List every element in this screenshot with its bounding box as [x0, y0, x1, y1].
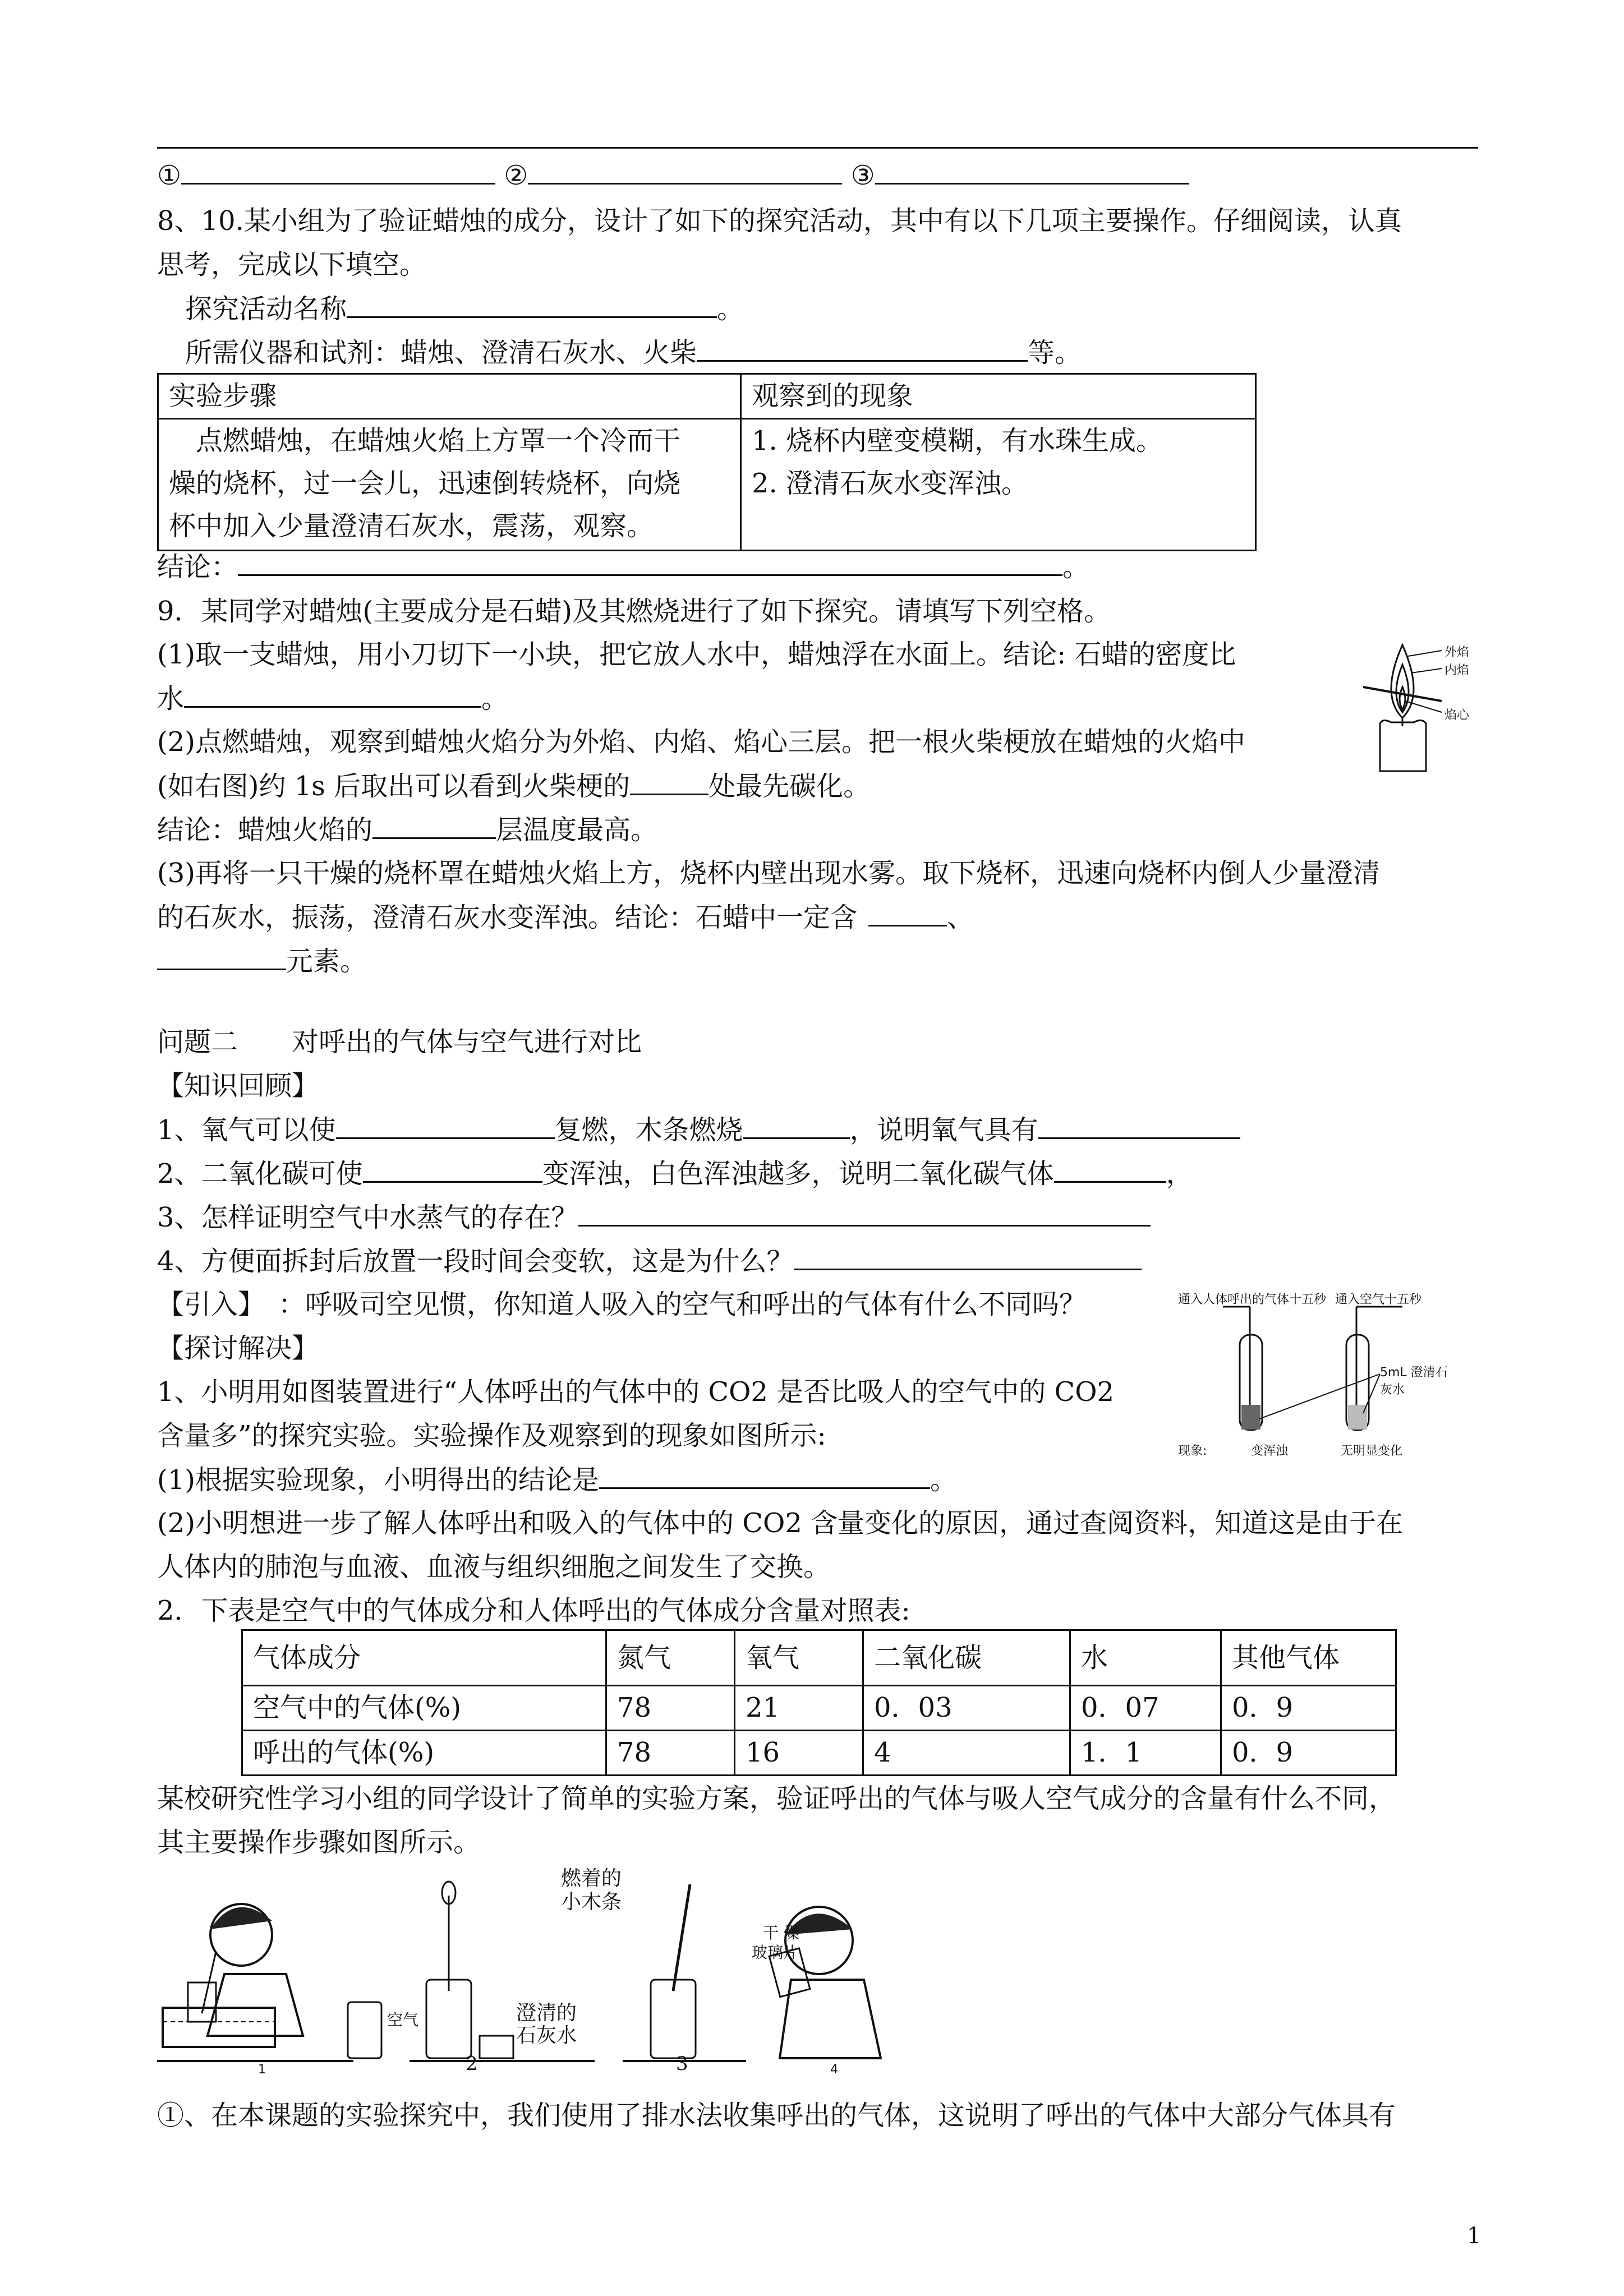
d1c-blank[interactable]	[599, 1461, 930, 1489]
p3c-post: 元素。	[286, 946, 367, 977]
conclusion-label: 结论：	[157, 551, 238, 583]
r3-blank[interactable]	[578, 1199, 1151, 1227]
q9-p2a: (2)点燃蜡烛，观察到蜡烛火焰分为外焰、内焰、焰心三层。把一根火柴梗放在蜡烛的火焰中	[157, 726, 1245, 758]
p2b-pre: (如右图)约 1s 后取出可以看到火柴梗的	[157, 771, 631, 802]
activity-blank[interactable]	[347, 291, 717, 318]
p2c-pre: 结论：蜡烛火焰的	[157, 814, 373, 846]
r2c: ，	[1166, 1158, 1193, 1190]
gas-col-header-3: 二氧化碳	[863, 1630, 1070, 1686]
p1b-text: 水	[157, 683, 185, 714]
r2b: 变浑浊，白色浑浊越多，说明二氧化碳气体	[542, 1158, 1054, 1190]
gas-col-header-2: 氧气	[735, 1630, 863, 1686]
fig2-lime-label-2: 石灰水	[516, 2024, 577, 2047]
instruments-blank[interactable]	[697, 334, 1028, 362]
r1a: 1、氧气可以使	[157, 1114, 336, 1146]
step-line-1: 点燃蜡烛，在蜡烛火焰上方罩一个冷而干	[196, 425, 681, 457]
r1-blank-2[interactable]	[743, 1112, 850, 1139]
intro-line: 【引入】 ：呼吸司空见惯，你知道人吸入的空气和呼出的气体有什么不同吗？	[157, 1289, 1087, 1320]
page-number: 1	[1467, 2223, 1482, 2249]
fig2-step-4: 4	[830, 2063, 838, 2077]
activity-end: 。	[717, 293, 744, 325]
instruments-label: 所需仪器和试剂：蜡烛、澄清石灰水、火柴	[185, 337, 697, 368]
answer-blank-2[interactable]	[528, 157, 842, 185]
d1c-end: 。	[930, 1464, 958, 1496]
experiment-steps-figure	[157, 1868, 920, 2075]
q9-p3b	[157, 899, 974, 935]
q9-p3a: (3)再将一只干燥的烧杯罩在蜡烛火焰上方，烧杯内壁出现水雾。取下烧杯，迅速向烧杯内倒人少量澄清	[157, 857, 1380, 889]
gas-composition-table	[241, 1629, 1397, 1776]
hottest-layer-blank[interactable]	[372, 812, 496, 839]
table-header-observations: 观察到的现象	[741, 374, 1256, 419]
conclusion-end: 。	[1062, 551, 1090, 583]
table-intro: 2．下表是空气中的气体成分和人体呼出的气体成分含量对照表:	[157, 1595, 910, 1626]
q9-p1a: (1)取一支蜡烛，用小刀切下一小块，把它放人水中，蜡烛浮在水面上。结论: 石蜡的密度比	[157, 639, 1236, 670]
p3b-pre: 的石灰水，振荡，澄清石灰水变浑浊。结论：石蜡中一定含	[157, 902, 858, 933]
density-blank[interactable]	[184, 680, 481, 708]
element-blank-2[interactable]	[157, 943, 286, 970]
problem2-title: 问题二 对呼出的气体与空气进行对比	[157, 1026, 642, 1058]
r2-blank-1[interactable]	[363, 1155, 542, 1183]
scheme-line-2: 其主要操作步骤如图所示。	[157, 1827, 481, 1858]
r4-blank[interactable]	[794, 1243, 1142, 1270]
fig-label-turbid: 变浑浊	[1251, 1444, 1289, 1458]
review-4	[157, 1243, 1142, 1279]
gas-cell: 4	[863, 1731, 1070, 1776]
discuss-heading: 【探讨解决】	[157, 1333, 319, 1364]
table-row	[242, 1731, 1396, 1776]
fig2-air-label: 空气	[387, 2011, 419, 2029]
q9-p2b	[157, 768, 870, 804]
table-cell-steps	[158, 419, 741, 551]
q9-p2c	[157, 812, 657, 848]
gas-col-header-0: 气体成分	[242, 1630, 606, 1686]
gas-cell: 78	[606, 1731, 735, 1776]
table-cell-observations	[741, 419, 1256, 551]
p2b-post: 处最先碳化。	[709, 771, 871, 802]
r3: 3、怎样证明空气中水蒸气的存在？	[157, 1202, 578, 1233]
blank-label-1: ①	[157, 160, 182, 191]
answer-blank-1[interactable]	[181, 157, 495, 185]
gas-cell: 21	[735, 1686, 863, 1731]
q8-line-2: 思考，完成以下填空。	[157, 249, 427, 280]
fig-label-nochange: 无明显变化	[1341, 1444, 1403, 1458]
q8-instruments-line	[185, 334, 1082, 371]
d1-line-a: 1、小明用如图装置进行“人体呼出的气体中的 CO2 是否比吸人的空气中的 CO2	[157, 1376, 1115, 1408]
gas-cell: 0．07	[1070, 1686, 1221, 1731]
q8-conclusion-line	[157, 548, 1089, 585]
fig2-step-3: 3	[676, 2053, 688, 2075]
fig2-glass-label-1: 干 燥	[763, 1924, 799, 1942]
p2c-post: 层温度最高。	[496, 814, 658, 846]
gas-cell: 78	[606, 1686, 735, 1731]
scheme-line-1: 某校研究性学习小组的同学设计了简单的实验方案，验证呼出的气体与吸人空气成分的含量有什么不同，	[157, 1783, 1396, 1814]
fig-label-exhaled: 通入人体呼出的气体十五秒	[1178, 1293, 1327, 1307]
fig-label-core: 焰心	[1444, 708, 1470, 722]
obs-line-1: 1. 烧杯内壁变模糊，有水珠生成。	[752, 425, 1163, 457]
q8-table	[157, 373, 1257, 551]
top-blanks-line	[157, 157, 1189, 193]
d1-line-b: 含量多”的探究实验。实验操作及观察到的现象如图所示:	[157, 1420, 826, 1451]
fig2-stick-label-1: 燃着的	[561, 1867, 622, 1890]
table-header-steps: 实验步骤	[158, 374, 741, 419]
d1-line-c	[157, 1461, 957, 1498]
step-line-3: 杯中加入少量澄清石灰水，震荡，观察。	[169, 510, 654, 542]
last-line: ①、在本课题的实验探究中，我们使用了排水法收集呼出的气体，这说明了呼出的气体中大部分气体具有	[157, 2100, 1396, 2131]
step-line-2: 燥的烧杯，过一会儿，迅速倒转烧杯，向烧	[169, 468, 681, 499]
fig2-step-1: 1	[258, 2063, 266, 2077]
fig-label-phenomenon: 现象:	[1178, 1444, 1207, 1458]
fig-label-lime: 5mL 澄清石灰水	[1380, 1366, 1448, 1397]
fig2-step-2: 2	[466, 2053, 478, 2075]
d1c-pre: (1)根据实验现象，小明得出的结论是	[157, 1464, 599, 1496]
fig2-stick-label-2: 小木条	[561, 1891, 622, 1914]
gas-cell: 0．9	[1221, 1731, 1396, 1776]
candle-flame-figure	[1358, 634, 1481, 774]
element-blank-1[interactable]	[868, 899, 947, 926]
review-1	[157, 1112, 1240, 1148]
char-position-blank[interactable]	[630, 768, 709, 795]
gas-cell: 呼出的气体(%)	[242, 1731, 606, 1776]
activity-label: 探究活动名称	[185, 293, 347, 325]
conclusion-blank[interactable]	[238, 548, 1062, 576]
gas-col-header-5: 其他气体	[1221, 1630, 1396, 1686]
obs-line-2: 2. 澄清石灰水变浑浊。	[752, 468, 1029, 499]
gas-cell: 1．1	[1070, 1731, 1221, 1776]
q9-title: 9．某同学对蜡烛(主要成分是石蜡)及其燃烧进行了如下探究。请填写下列空格。	[157, 596, 1111, 627]
review-2	[157, 1155, 1193, 1192]
r1-blank-1[interactable]	[336, 1112, 555, 1139]
header-rule	[157, 147, 1478, 149]
gas-cell: 0．9	[1221, 1686, 1396, 1731]
review-3	[157, 1199, 1151, 1235]
fig-label-air: 通入空气十五秒	[1335, 1293, 1422, 1307]
test-tube-figure	[1167, 1284, 1459, 1464]
r4: 4、方便面拆封后放置一段时间会变软，这是为什么？	[157, 1246, 794, 1277]
fig-label-inner: 内焰	[1444, 663, 1470, 677]
r2a: 2、二氧化碳可使	[157, 1158, 363, 1190]
blank-label-3: ③	[850, 160, 875, 191]
gas-cell: 0．03	[863, 1686, 1070, 1731]
table-row	[242, 1686, 1396, 1731]
d1-line-d: (2)小明想进一步了解人体呼出和吸入的气体中的 CO2 含量变化的原因，通过查阅资料，知道这是由于在	[157, 1507, 1404, 1539]
q8-activity-line	[185, 291, 744, 327]
gas-col-header-1: 氮气	[606, 1630, 735, 1686]
instruments-end: 等。	[1028, 337, 1082, 368]
fig2-glass-label-2: 玻璃片	[752, 1943, 799, 1962]
gas-cell: 空气中的气体(%)	[242, 1686, 606, 1731]
q9-p3c	[157, 943, 367, 979]
d1-line-e: 人体内的肺泡与血液、血液与组织细胞之间发生了交换。	[157, 1551, 831, 1583]
fig2-lime-label-1: 澄清的	[516, 2002, 577, 2025]
r1b: 复燃，木条燃烧	[554, 1114, 743, 1146]
r1c: ，说明氧气具有	[849, 1114, 1038, 1146]
blank-label-2: ②	[504, 160, 528, 191]
p1b-end: 。	[481, 683, 509, 714]
q9-p1b	[157, 680, 508, 717]
r2-blank-2[interactable]	[1054, 1155, 1166, 1183]
review-heading: 【知识回顾】	[157, 1070, 319, 1101]
gas-col-header-4: 水	[1070, 1630, 1221, 1686]
r1-blank-3[interactable]	[1038, 1112, 1240, 1139]
answer-blank-3[interactable]	[875, 157, 1189, 185]
q8-line-1: 8、10.某小组为了验证蜡烛的成分，设计了如下的探究活动，其中有以下几项主要操作。仔细阅读，认真	[157, 205, 1402, 237]
p3b-post: 、	[947, 902, 974, 933]
fig-label-outer: 外焰	[1444, 646, 1470, 660]
gas-cell: 16	[735, 1731, 863, 1776]
